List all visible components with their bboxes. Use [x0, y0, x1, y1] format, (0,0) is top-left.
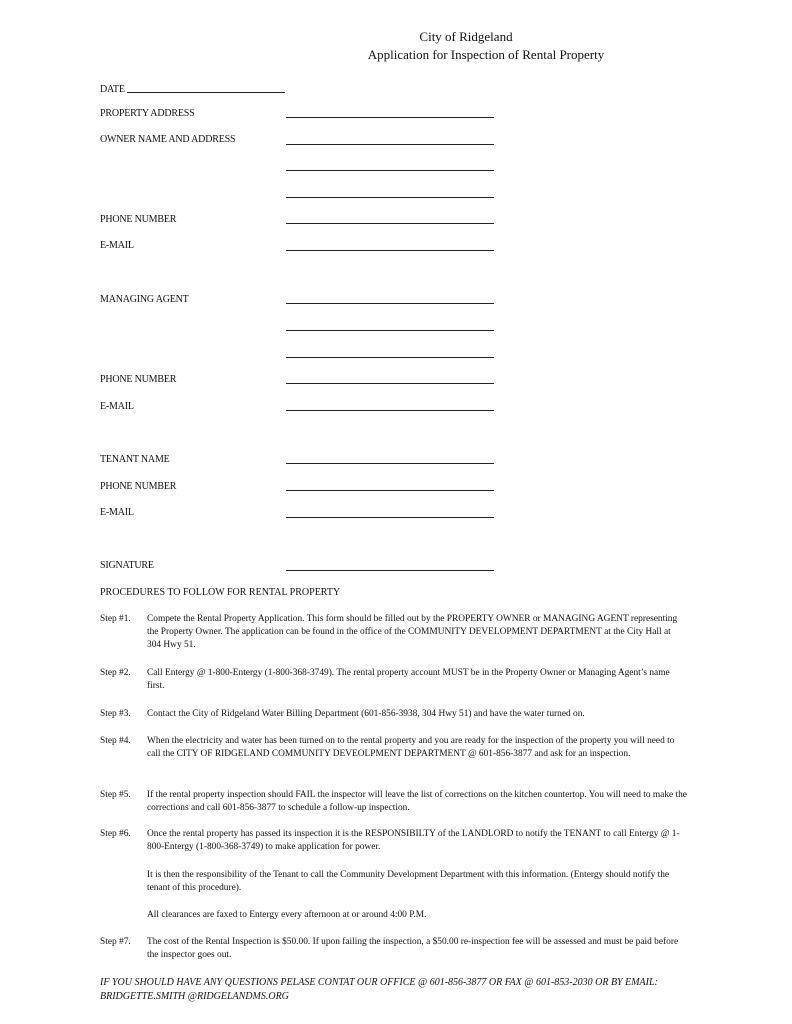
- city-title: City of Ridgeland: [419, 29, 513, 44]
- form-title: Application for Inspection of Rental Property: [367, 47, 605, 62]
- step-6-note-clearances: All clearances are faxed to Entergy every afternoon at or around 4:00 P.M.: [147, 910, 427, 920]
- tenant-phone-label: PHONE NUMBER: [100, 481, 177, 492]
- agent-email-label: E-MAIL: [100, 401, 134, 412]
- date-label: DATE: [100, 84, 125, 95]
- date-field[interactable]: [127, 92, 285, 93]
- step-text: If the rental property inspection should FAIL the inspector will leave the list of corrections on the kitchen countertop. You will need to make the corrections and call 601-856-3877 to schedule a follow-up inspection.: [147, 790, 687, 813]
- owner-phone-label: PHONE NUMBER: [100, 214, 177, 225]
- procedures-heading: PROCEDURES TO FOLLOW FOR RENTAL PROPERTY: [100, 587, 341, 598]
- managing-agent-address-field-2[interactable]: [286, 357, 494, 358]
- step-text: The cost of the Rental Inspection is $50.00. If upon failing the inspection, a $50.00 re-inspection fee will be assessed and must be paid before the inspector goes out.: [147, 937, 679, 960]
- step-text: Once the rental property has passed its inspection it is the RESPONSIBILTY of the LANDLORD to notify the TENANT to call Entergy @ 1-800-Entergy (1-800-368-3749) to make application for power.: [147, 829, 680, 852]
- managing-agent-label: MANAGING AGENT: [100, 294, 189, 305]
- step-text: Compete the Rental Property Application. This form should be filled out by the PROPERTY OWNER or MANAGING AGENT representing the Property Owner. The application can be found in the office of the COMMUNITY DEVELOPMENT DEPARTMENT at the City Hall at 304 Hwy 51.: [147, 614, 678, 650]
- step-number: Step #5.: [100, 790, 131, 800]
- property-address-field[interactable]: [286, 117, 494, 118]
- owner-email-field[interactable]: [286, 250, 494, 251]
- owner-name-field[interactable]: [286, 144, 494, 145]
- owner-phone-field[interactable]: [286, 223, 494, 224]
- agent-phone-field[interactable]: [286, 383, 494, 384]
- managing-agent-address-field-1[interactable]: [286, 330, 494, 331]
- signature-field[interactable]: [286, 570, 494, 571]
- tenant-email-label: E-MAIL: [100, 507, 134, 518]
- owner-email-label: E-MAIL: [100, 240, 134, 251]
- managing-agent-field[interactable]: [286, 303, 494, 304]
- owner-address-field-1[interactable]: [286, 170, 494, 171]
- signature-label: SIGNATURE: [100, 560, 154, 571]
- step-6-note-tenant: It is then the responsibility of the Tenant to call the Community Development Department with this information. (Entergy should notify the tenant of this procedure).: [147, 870, 670, 893]
- step-number: Step #6.: [100, 829, 131, 839]
- step-number: Step #4.: [100, 736, 131, 746]
- step-number: Step #2.: [100, 668, 131, 678]
- step-text: Contact the City of Ridgeland Water Billing Department (601-856-3938, 304 Hwy 51) and have the water turned on.: [147, 709, 585, 719]
- tenant-name-field[interactable]: [286, 463, 494, 464]
- owner-name-address-label: OWNER NAME AND ADDRESS: [100, 134, 236, 145]
- step-text: Call Entergy @ 1-800-Entergy (1-800-368-3749). The rental property account MUST be in the Property Owner or Managing Agent’s name first.: [147, 668, 670, 691]
- step-number: Step #1.: [100, 614, 131, 624]
- tenant-email-field[interactable]: [286, 517, 494, 518]
- agent-phone-label: PHONE NUMBER: [100, 374, 177, 385]
- step-text: When the electricity and water has been turned on to the rental property and you are ready for the inspection of the property you will need to call the CITY OF RIDGELAND COMMUNITY DEVEOLPMENT DEPARTMENT @ 601-856-3877 and ask for an inspection.: [147, 736, 675, 759]
- tenant-phone-field[interactable]: [286, 490, 494, 491]
- agent-email-field[interactable]: [286, 410, 494, 411]
- property-address-label: PROPERTY ADDRESS: [100, 108, 195, 119]
- owner-address-field-2[interactable]: [286, 197, 494, 198]
- step-number: Step #3.: [100, 709, 131, 719]
- contact-footer: IF YOU SHOULD HAVE ANY QUESTIONS PELASE CONTAT OUR OFFICE @ 601-856-3877 OR FAX @ 601-853-2030 OR BY EMAIL: BRIDGETTE.SMITH @RIDGELANDMS.ORG: [100, 977, 658, 1002]
- tenant-name-label: TENANT NAME: [100, 454, 170, 465]
- step-number: Step #7.: [100, 937, 131, 947]
